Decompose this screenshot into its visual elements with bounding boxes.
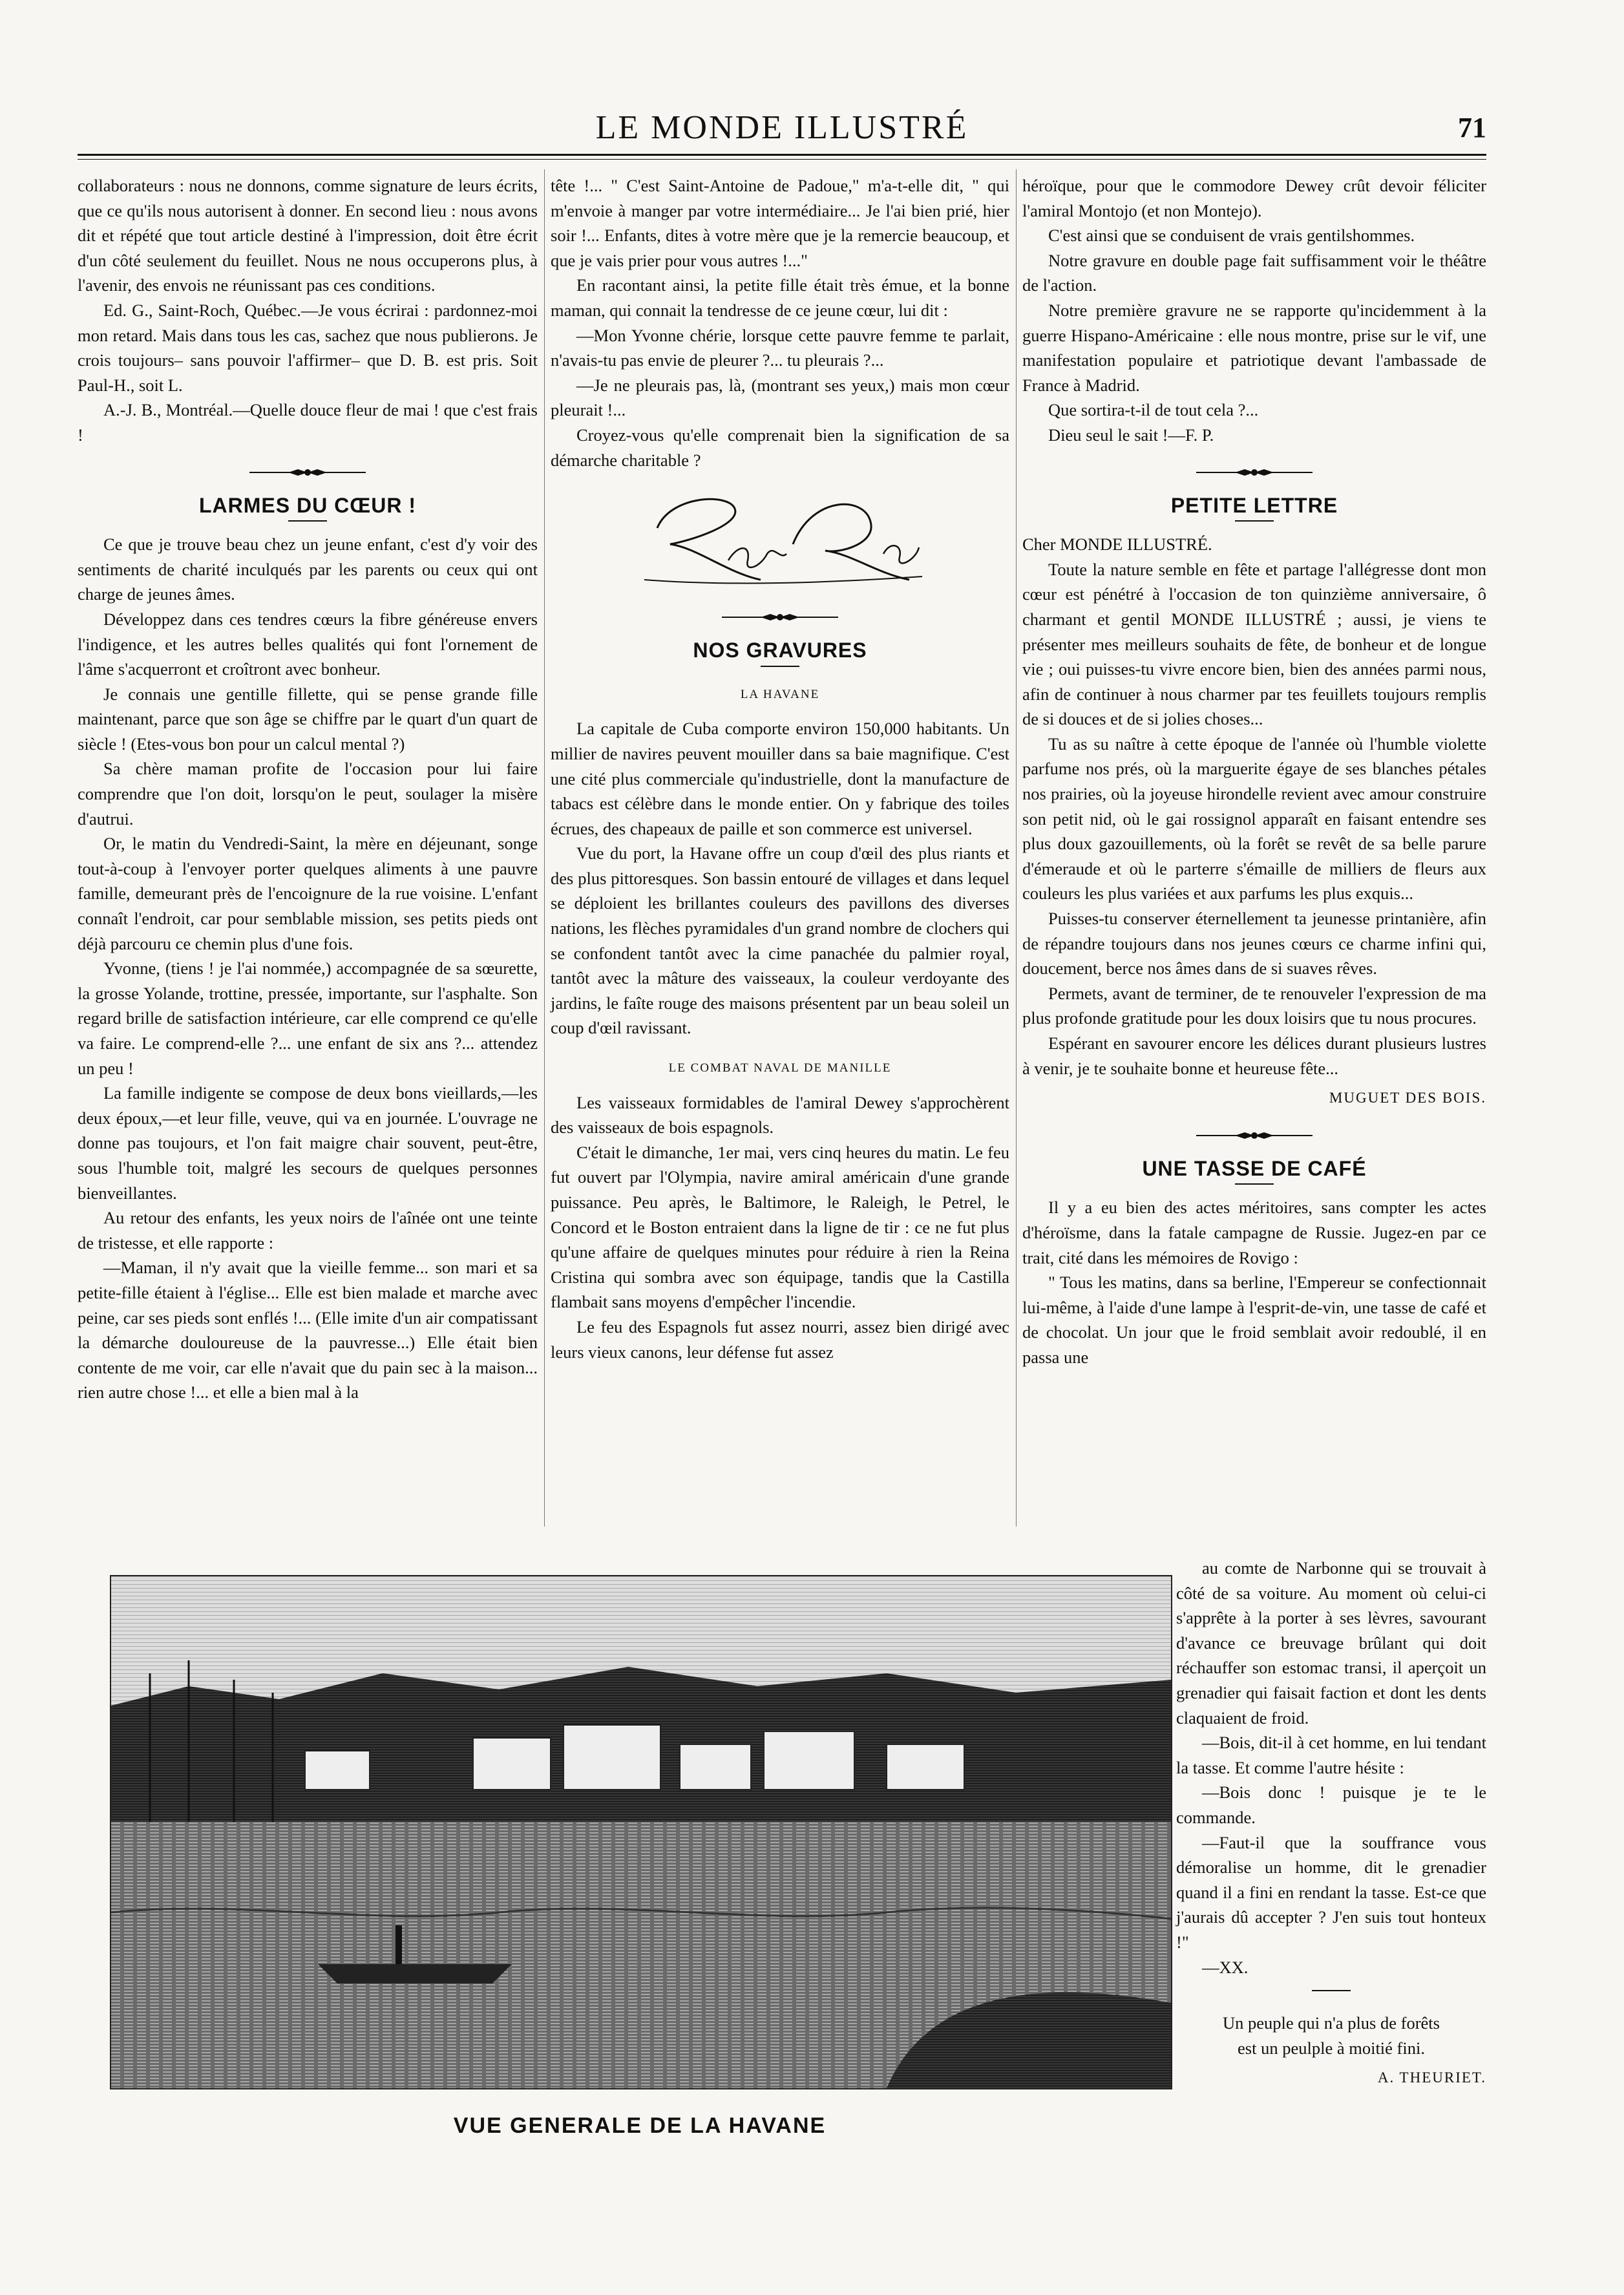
author-signature: MUGUET DES BOIS. <box>1329 1090 1486 1106</box>
paragraph: Il y a eu bien des actes méritoires, sans compter les actes d'héroïsme, dans la fatale campagne de Russie. Jugez-en par ce trait, cité dans les mémoires de Rovigo : <box>1022 1198 1486 1267</box>
paragraph: " Tous les matins, dans sa berline, l'Empereur se confectionnait lui-même, à l'aide d'une lampe à l'esprit-de-vin, une tasse de café et de chocolat. Un jour que le froid semblait avoir redoublé, il en passa une <box>1022 1273 1486 1367</box>
paragraph: Notre première gravure ne se rapporte qu'incidemment à la guerre Hispano-Américaine : elle nous montre, prise sur le vif, une manifestation populaire et patriotique devant l'ambassade de France à Madrid. <box>1022 300 1486 395</box>
paragraph: Croyez-vous qu'elle comprenait bien la signification de sa démarche charitable ? <box>551 425 1009 470</box>
paragraph: Espérant en savourer encore les délices durant plusieurs lustres à venir, je te souhaite bonne et heureuse fête... <box>1022 1033 1486 1078</box>
column-3-continuation <box>1176 1556 1486 2091</box>
paragraph: Ce que je trouve beau chez un jeune enfant, c'est d'y voir des sentiments de charité inculqués par les parents ou ceux qui ont charge de jeunes âmes. <box>78 534 538 604</box>
figure-caption: VUE GENERALE DE LA HAVANE <box>453 2113 827 2138</box>
heading-rule <box>1235 520 1274 522</box>
header-rule <box>78 154 1486 156</box>
heading-rule <box>1312 1990 1351 1991</box>
masthead <box>78 109 1486 147</box>
paragraph: Puisses-tu conserver éternellement ta jeunesse printanière, afin de répandre toujours dans nos jeunes cœurs ce charme infini qui, doucement, berce nos âmes dans de si suaves rêves. <box>1022 909 1486 978</box>
signature-image <box>631 483 929 593</box>
section-heading: NOS GRAVURES <box>693 639 867 662</box>
paragraph: Permets, avant de terminer, de te renouveler l'expression de ma plus profonde gratitude pour les doux loisirs que tu nous procures. <box>1022 983 1486 1028</box>
paragraph: Dieu seul le sait !—F. P. <box>1048 425 1214 445</box>
paragraph: Or, le matin du Vendredi-Saint, la mère en déjeunant, songe tout-à-coup à l'envoyer porter quelques aliments à une pauvre famille, demeurant près de l'encoignure de la rue voisine. L'enfant connaît l'endroit, car pour semblable mission, ses petits pieds ont déjà parcouru ce chemin plus d'une fois. <box>78 834 538 953</box>
paragraph: collaborateurs : nous ne donnons, comme signature de leurs écrits, que ce qu'ils nous autorisent à donner. En second lieu : nous avons dit et répété que tout article destiné à l'impression, doit être écrit d'un côté seulement du feuillet. Nous ne nous occuperons plus, à l'avenir, des envois ne réunissant pas ces conditions. <box>78 176 538 295</box>
column-divider <box>544 169 545 1527</box>
ornament-divider <box>1196 467 1313 478</box>
section-heading: UNE TASSE DE CAFÉ <box>1142 1156 1367 1180</box>
ornament-divider <box>722 612 838 622</box>
paragraph: —Je ne pleurais pas, là, (montrant ses yeux,) mais mon cœur pleurait !... <box>551 375 1009 420</box>
paragraph: Ed. G., Saint-Roch, Québec.—Je vous écrirai : pardonnez-moi mon retard. Mais dans tous les cas, sachez que nous publierons. Je crois toujours– sans pouvoir l'affirmer– que D. B. est pris. Soit Paul-H., soit L. <box>78 300 538 395</box>
paragraph: Sa chère maman profite de l'occasion pour lui faire comprendre que l'on doit, lorsqu'on le peut, soulager la misère d'autrui. <box>78 759 538 829</box>
paragraph: tête !... " C'est Saint-Antoine de Padoue," m'a-t-elle dit, " qui m'envoie à manger par votre intermédiaire... Je l'ai bien prié, hier soir !... Enfants, dites à votre mère que je la remercie beaucoup, et que je vais prier pour vous autres !..." <box>551 176 1009 270</box>
quote-line: Un peuple qui n'a plus de forêts <box>1223 2013 1440 2033</box>
paragraph: Au retour des enfants, les yeux noirs de l'aînée ont une teinte de tristesse, et elle rapporte : <box>78 1208 538 1253</box>
paragraph: Vue du port, la Havane offre un coup d'œil des plus riants et des plus pittoresques. Son bassin entouré de villages et dans lequel se déploient les brillantes couleurs des pavillons des diverses nations, les flèches pyramidales d'un grand nombre de clochers qui se confondent tantôt avec la cime panachée du palmier royal, tantôt avec la mâture des vaisseaux, la couleur verdoyante des jardins, le faîte rouge des maisons présentent par un beau soleil un coup d'œil ravissant. <box>551 843 1009 1038</box>
havana-engraving <box>110 1575 1172 2089</box>
paragraph: —Maman, il n'y avait que la vieille femme... son mari et sa petite-fille étaient à l'église... Elle est bien malade et marche avec peine, car ses pieds sont enflés !... (Elle imite d'un air compatissant la démarche douloureuse de la pauvresse...) Elle était bien contente de me voir, car elle n'avait que du pain sec à la maison... rien autre chose !... et elle a bien mal à la <box>78 1258 538 1402</box>
column-3 <box>1022 173 1486 1370</box>
paragraph: Que sortira-t-il de tout cela ?... <box>1048 400 1259 420</box>
quote-author: A. THEURIET. <box>1377 2069 1486 2086</box>
paragraph: Je connais une gentille fillette, qui se pense grande fille maintenant, parce que son âge se chiffre par le quart d'un quart de siècle ! (Etes-vous bon pour un calcul mental ?) <box>78 684 538 754</box>
salutation: Cher MONDE ILLUSTRÉ. <box>1022 534 1212 555</box>
ornament-divider <box>249 467 366 478</box>
paragraph: C'était le dimanche, 1er mai, vers cinq heures du matin. Le feu fut ouvert par l'Olympia, navire amiral américain d'une grande puissance. Peu après, le Baltimore, le Raleigh, le Petrel, le Concord et le Boston entraient dans la ligne de tir : ce ne fut plus qu'une affaire de quelques minutes pour réduire à rien la Reina Cristina qui sombra avec son équipage, tandis que la Castilla flambait sans moyens d'empêcher l'incendie. <box>551 1142 1009 1312</box>
ornament-divider <box>1196 1130 1313 1141</box>
subsection-heading: LA HAVANE <box>740 687 820 701</box>
paragraph: Les vaisseaux formidables de l'amiral Dewey s'approchèrent des vaisseaux de bois espagnols. <box>551 1092 1009 1137</box>
header-rule-thin <box>78 159 1486 160</box>
paragraph: Développez dans ces tendres cœurs la fibre généreuse envers l'indigence, et les autres belles qualités qui font l'ornement de l'âme s'acquerront et croîtront avec bonheur. <box>78 609 538 679</box>
paragraph: Yvonne, (tiens ! je l'ai nommée,) accompagnée de sa sœurette, la grosse Yolande, trottine, pressée, importante, sur l'asphalte. Son regard brille de satisfaction intérieure, car elle comprend ce qu'elle va faire. Le comprend-elle ?... une enfant de six ans ?... attendez un peu ! <box>78 958 538 1078</box>
paragraph: Tu as su naître à cette époque de l'année où l'humble violette parfume nos prés, où la marguerite égaye de ses blanches pétales nos prairies, où la joyeuse hirondelle revient avec amour construire son petit nid, où le gai rossignol apparaît en faisant entendre ses plus doux gazouillements, où la forêt se revêt de sa belle parure d'émeraude et où le parterre s'émaille de milliers de fleurs aux couleurs les plus variées et aux parfums les plus exquis... <box>1022 734 1486 904</box>
section-heading: LARMES DU CŒUR ! <box>199 493 416 517</box>
heading-rule <box>761 666 799 667</box>
column-1 <box>78 173 538 1405</box>
page-number: 71 <box>1458 112 1486 143</box>
paragraph: A.-J. B., Montréal.—Quelle douce fleur de mai ! que c'est frais ! <box>78 400 538 445</box>
newspaper-title: LE MONDE ILLUSTRÉ <box>595 109 969 146</box>
column-2 <box>551 173 1009 1364</box>
heading-rule <box>288 520 327 522</box>
paragraph: —Faut-il que la souffrance vous démoralise un homme, dit le grenadier quand il a fini en rendant la tasse. Est-ce que j'aurais dû accepter ? J'en suis tout honteux !" <box>1176 1832 1486 1952</box>
paragraph: Le feu des Espagnols fut assez nourri, assez bien dirigé avec leurs vieux canons, leur défense fut assez <box>551 1317 1009 1362</box>
section-heading: PETITE LETTRE <box>1170 493 1338 517</box>
paragraph: La capitale de Cuba comporte environ 150,000 habitants. Un millier de navires peuvent mouiller dans sa baie magnifique. C'est une cité plus commerciale qu'industrielle, dont la manufacture de tabacs est célèbre dans le monde entier. On y fabrique des toiles écrues, des chapeaux de paille et son commerce est universel. <box>551 719 1009 838</box>
paragraph: au comte de Narbonne qui se trouvait à côté de sa voiture. Au moment où celui-ci s'apprête à la porter à ses lèvres, savourant d'avance ce breuvage brûlant qui doit réchauffer son estomac transi, il aperçoit un grenadier qui faisait faction et dont les dents claquaient de froid. <box>1176 1558 1486 1728</box>
quote-line: est un peulple à moitié fini. <box>1238 2038 1425 2058</box>
heading-rule <box>1235 1183 1274 1185</box>
paragraph: —Bois donc ! puisque je te le commande. <box>1176 1782 1486 1827</box>
paragraph: —Bois, dit-il à cet homme, en lui tendant la tasse. Et comme l'autre hésite : <box>1176 1733 1486 1777</box>
epigraph <box>1176 2011 1486 2091</box>
paragraph: —XX. <box>1202 1957 1249 1977</box>
paragraph: Notre gravure en double page fait suffisamment voir le théâtre de l'action. <box>1022 250 1486 295</box>
paragraph: La famille indigente se compose de deux bons vieillards,—les deux époux,—et leur fille, veuve, qui va en journée. L'ouvrage ne donne pas toujours, et l'on fait maigre chair souvent, peut-être, sous l'humble toit, malgré les secours de quelques personnes bienveillantes. <box>78 1083 538 1203</box>
paragraph: C'est ainsi que se conduisent de vrais gentilshommes. <box>1048 226 1415 246</box>
subsection-heading: LE COMBAT NAVAL DE MANILLE <box>668 1061 892 1075</box>
paragraph: héroïque, pour que le commodore Dewey crût devoir féliciter l'amiral Montojo (et non Montejo). <box>1022 176 1486 220</box>
paragraph: Toute la nature semble en fête et partage l'allégresse dont mon cœur est pénétré à l'occasion de ton quinzième anniversaire, ô charmant et gentil MONDE ILLUSTRÉ ; aussi, je viens te présenter mes meilleurs souhaits de fête, de bonheur et de longue vie ; oui puisses-tu vivre encore bien, bien des années parmi nous, afin de continuer à nous charmer par tes feuillets toujours remplis de si douces et de si jolies choses... <box>1022 559 1486 729</box>
column-divider <box>1016 169 1017 1527</box>
paragraph: —Mon Yvonne chérie, lorsque cette pauvre femme te parlait, n'avais-tu pas envie de pleurer ?... tu pleurais ?... <box>551 325 1009 370</box>
paragraph: En racontant ainsi, la petite fille était très émue, et la bonne maman, qui connait la tendresse de ce jeune cœur, lui dit : <box>551 275 1009 320</box>
